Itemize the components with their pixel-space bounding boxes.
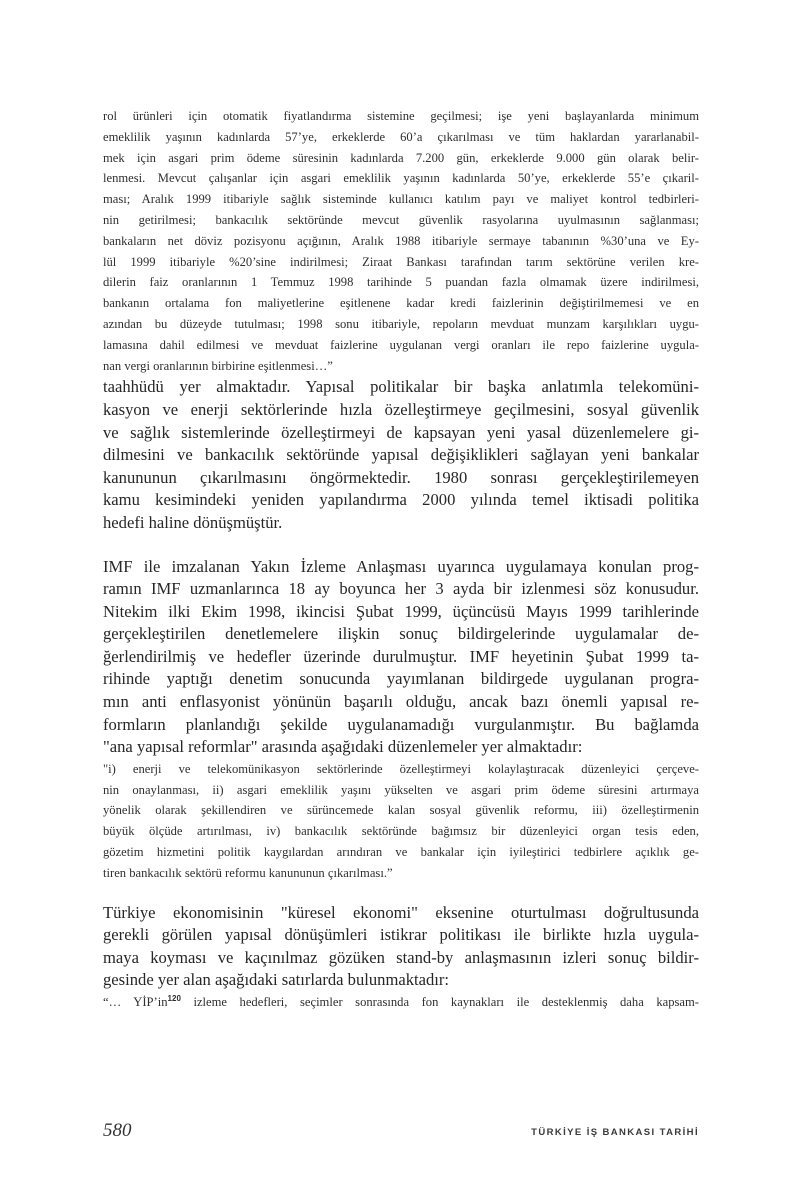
page-number: 580 [103, 1120, 132, 1141]
quote-line: lenmesi. Mevcut çalışanlar için asgari emeklilik yaşının kadınlarda 50’ye, erkeklerde 55’e çıkaril- [103, 171, 699, 186]
body-line: kamu kesimindeki yeniden yapılandırma 2000 yılında temel iktisadi politika [103, 490, 699, 510]
body-line: ğerlendirilmiş ve hedefler üzerinde durulmuştur. IMF heyetinin Şubat 1999 ta- [103, 646, 699, 666]
quote-line: "i) enerji ve telekomünikasyon sektörlerinde özelleştirmeyi kolaylaştıracak düzenleyici çerçeve- [103, 761, 699, 776]
block-quote-3 [103, 992, 699, 1013]
paragraph-spacer [103, 535, 699, 556]
quote-line: gözetim hizmetini politik kaygılardan arındıran ve bankalar için iyileştirici tedbirlere açıklık ge- [103, 845, 699, 860]
quote-line: yönelik olarak şekillendiren ve sürüncemede kalan sosyal güvenlik reformu, iii) özelleştirmenin [103, 803, 699, 818]
body-line: rihinde yaptığı denetim sonucunda yayımlanan bildirgede uygulanan progra- [103, 669, 699, 689]
quote-line: nan vergi oranlarının birbirine eşitlenmesi…” [103, 358, 333, 373]
quote-line: nin onaylanması, ii) asgari emeklilik yaşını yükselten ve asgari prim ödeme süresini artırmaya [103, 782, 699, 797]
quote-suffix: izleme hedefleri, seçimler sonrasında fon kaynakları ile desteklenmiş daha kapsam- [180, 995, 699, 1010]
quote-prefix: “… YİP’in [103, 995, 168, 1010]
quote-line: tiren bankacılık sektörü reformu kanununun çıkarılması.” [103, 865, 393, 880]
quote-line: rol ürünleri için otomatik fiyatlandırma sistemine geçilmesi; işe yeni başlayanlarda minimum [103, 109, 699, 123]
body-line: mın anti enflasyonist yönünün başarılı olduğu, ancak bazı önemli yapısal re- [103, 692, 699, 712]
quote-line: lamasına dahil edilmesi ve mevduat faizlerine uygulanan vergi oranları ile repo faizlerine uygula- [103, 337, 699, 352]
quote-line: nin getirilmesi; bankacılık sektöründe mevcut güvenlik rasyolarına uyulmasının sağlanması; [103, 212, 699, 227]
running-title: TÜRKİYE İŞ BANKASI TARİHİ [531, 1127, 699, 1138]
body-line: ve sağlık sistemlerinde özelleştirmeyi de kapsayan yeni yasal düzenlemelere gi- [103, 422, 699, 442]
quote-line: bankaların net döviz pozisyonu açığının, Aralık 1988 itibariyle sermaye tabanının %30’una ve Ey- [103, 233, 699, 248]
quote-line [103, 992, 699, 1013]
body-line: formların planlandığı şekilde uygulanamadığı vurgulanmıştır. Bu bağlamda [103, 714, 699, 734]
quote-line: azından bu düzeyde tutulması; 1998 sonu itibariyle, repoların mevduat munzam karşılıkları uygu- [103, 316, 699, 331]
quote-line: emeklilik yaşının kadınlarda 57’ye, erkeklerde 60’a çıkarılması ve tüm haklardan yararlanabil- [103, 129, 699, 144]
body-line: dilmesini ve bankacılık sektöründe yapısal değişiklikleri sağlayan yeni bankalar [103, 445, 699, 465]
block-quote-2 [103, 759, 699, 884]
body-line: kasyon ve enerji sektörlerinde hızla özelleştirmeye geçilmesini, sosyal güvenlik [103, 399, 699, 419]
body-line: Türkiye ekonomisinin "küresel ekonomi" eksenine oturtulması doğrultusunda [103, 902, 699, 922]
body-line: maya koyması ve kaçınılmaz gözüken stand-by anlaşmasının izleri sonuç bildir- [103, 947, 699, 967]
body-line: kanununun çıkarılmasını öngörmektedir. 1980 sonrası gerçekleştirilemeyen [103, 467, 699, 487]
body-line: ramın IMF uzmanlarınca 18 ay boyunca her 3 ayda bir izlenmesi söz konusudur. [103, 579, 699, 599]
quote-line: dilerin faiz oranlarının 1 Temmuz 1998 tarihinde 5 puandan fazla olmamak üzere indirilmesi, [103, 275, 699, 290]
paragraph-1 [103, 376, 699, 534]
page-content [103, 106, 699, 1013]
quote-line: ması; Aralık 1999 itibariyle sağlık sisteminde kullanıcı katılım payı ve maliyet kontrol tedbirleri- [103, 192, 699, 207]
quote-line: büyük ölçüde artırılması, iv) bankacılık sektöründe bağımsız bir düzenleyici organ tesis eden, [103, 824, 699, 839]
body-line: gerekli görülen yapısal dönüşümleri istikrar politikası ile birlikte hızla uygula- [103, 925, 699, 945]
quote-line: mek için asgari prim ödeme süresinin kadınlarda 7.200 gün, erkeklerde 9.000 gün olarak belir- [103, 150, 699, 165]
block-quote-1 [103, 106, 699, 376]
body-line: gesinde yer alan aşağıdaki satırlarda bulunmaktadır: [103, 970, 450, 990]
body-line: gerçekleştirilen denetlemelere ilişkin sonuç bildirgelerinde uygulamalar de- [103, 624, 699, 644]
quote-line: bankanın ortalama fon maliyetlerine eşitlenene kadar kredi faizlerinin değiştirilmemesi ve en [103, 296, 699, 311]
body-line: taahhüdü yer almaktadır. Yapısal politikalar bir başka anlatımla telekomüni- [103, 377, 699, 397]
paragraph-spacer [103, 884, 699, 902]
body-line: Nitekim ilki Ekim 1998, ikincisi Şubat 1999, üçüncüsü Mayıs 1999 tarihlerinde [103, 601, 699, 621]
body-line: "ana yapısal reformlar" arasında aşağıdaki düzenlemeler yer almaktadır: [103, 737, 583, 757]
body-line: IMF ile imzalanan Yakın İzleme Anlaşması uyarınca uygulamaya konulan prog- [103, 556, 699, 576]
paragraph-3 [103, 902, 699, 992]
footnote-reference[interactable]: 120 [167, 994, 181, 1004]
page-footer [103, 1120, 699, 1144]
body-line: hedefi haline dönüşmüştür. [103, 512, 283, 532]
paragraph-2 [103, 556, 699, 759]
quote-line: lül 1999 itibariyle %20’sine indirilmesi; Ziraat Bankası tarafından tarım sektörüne verilen kre- [103, 254, 699, 269]
